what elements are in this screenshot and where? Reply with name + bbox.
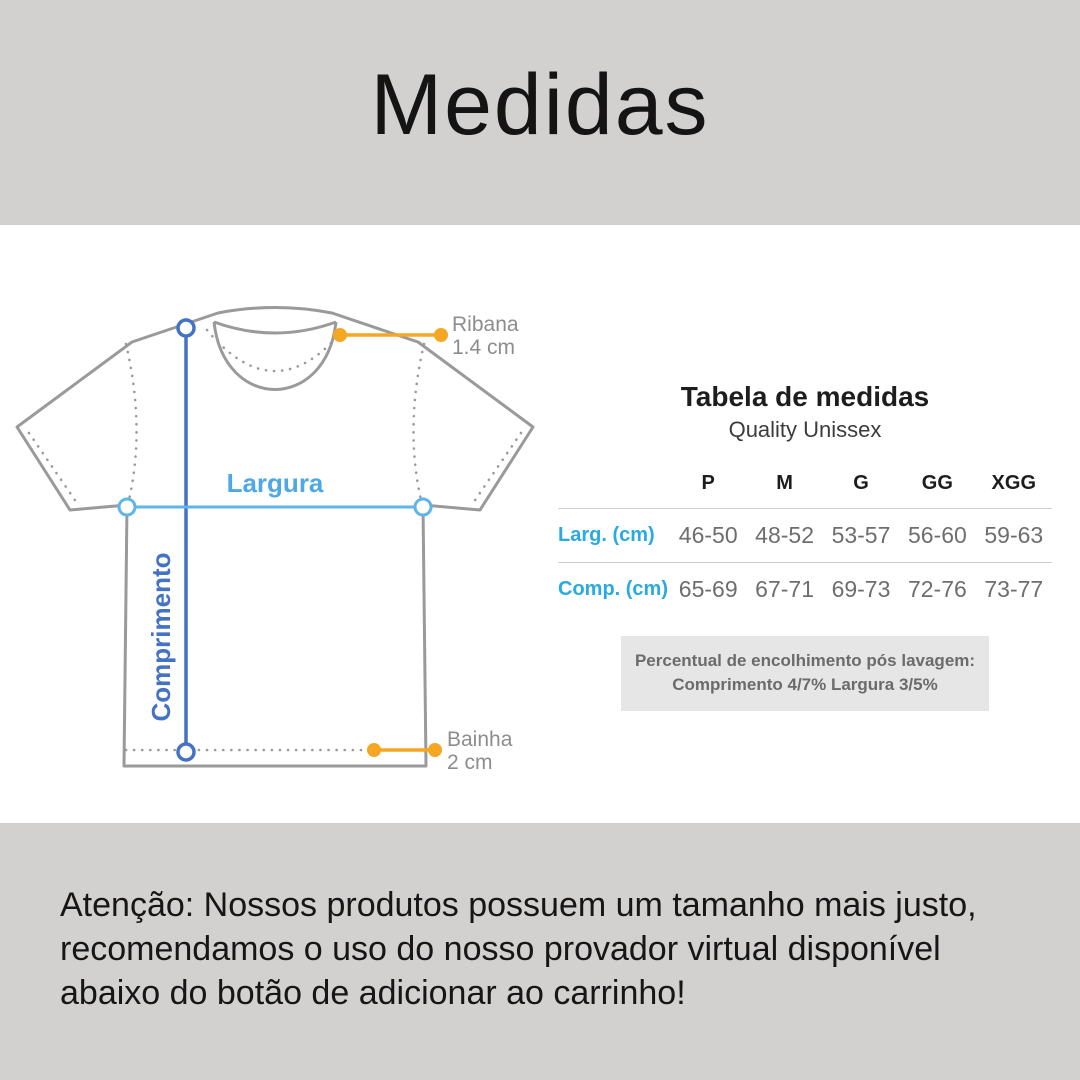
- size-value-cell: 59-63: [984, 522, 1044, 548]
- size-table-row: [558, 509, 1052, 563]
- size-value-cell: 53-57: [831, 522, 891, 548]
- size-column-header: G: [853, 472, 869, 494]
- tshirt-measurement-diagram: [0, 280, 560, 820]
- size-table-body: [558, 509, 1052, 617]
- comprimento-label: Comprimento: [146, 552, 176, 722]
- ribana-label: Ribana: [452, 313, 519, 336]
- size-table-row: [558, 563, 1052, 617]
- shrinkage-note: [621, 636, 989, 711]
- size-table-subtitle: Quality Unissex: [728, 417, 882, 442]
- shrinkage-note-line2: Comprimento 4/7% Largura 3/5%: [672, 675, 938, 694]
- content-area: [0, 225, 1080, 823]
- attention-banner: [0, 823, 1080, 1080]
- size-column-header: XGG: [991, 472, 1036, 494]
- attention-text: Atenção: Nossos produtos possuem um tamanho mais justo, recomendamos o uso do nosso provador virtual disponível abaixo do botão de adicionar ao carrinho!: [60, 886, 977, 1012]
- size-value-cell: 72-76: [907, 576, 967, 602]
- size-table-title: Tabela de medidas: [680, 381, 930, 412]
- size-value-cell: 65-69: [678, 576, 738, 602]
- size-value-cell: 67-71: [755, 576, 814, 602]
- page-title: Medidas: [370, 57, 710, 153]
- size-value-cell: 69-73: [831, 576, 891, 602]
- size-table-panel: [558, 380, 1052, 711]
- size-value-cell: 56-60: [907, 522, 967, 548]
- bainha-label: Bainha: [447, 728, 513, 751]
- size-value-cell: 46-50: [678, 522, 738, 548]
- title-banner: [0, 0, 1080, 225]
- ribana-value: 1.4 cm: [452, 336, 516, 359]
- size-row-label: Larg. (cm): [558, 524, 655, 546]
- bainha-value: 2 cm: [447, 751, 493, 774]
- size-table: [558, 466, 1052, 616]
- size-column-header: M: [776, 472, 793, 494]
- largura-label: Largura: [226, 468, 324, 498]
- tshirt-outline: [17, 308, 533, 767]
- size-column-header: GG: [921, 472, 953, 494]
- size-table-header-row: [558, 466, 1052, 509]
- size-table-corner-cell: [558, 466, 670, 509]
- size-value-cell: 48-52: [755, 522, 814, 548]
- size-column-header: P: [701, 472, 715, 494]
- size-row-label: Comp. (cm): [558, 578, 668, 600]
- size-value-cell: 73-77: [984, 576, 1044, 602]
- shrinkage-note-line1: Percentual de encolhimento pós lavagem:: [634, 651, 976, 670]
